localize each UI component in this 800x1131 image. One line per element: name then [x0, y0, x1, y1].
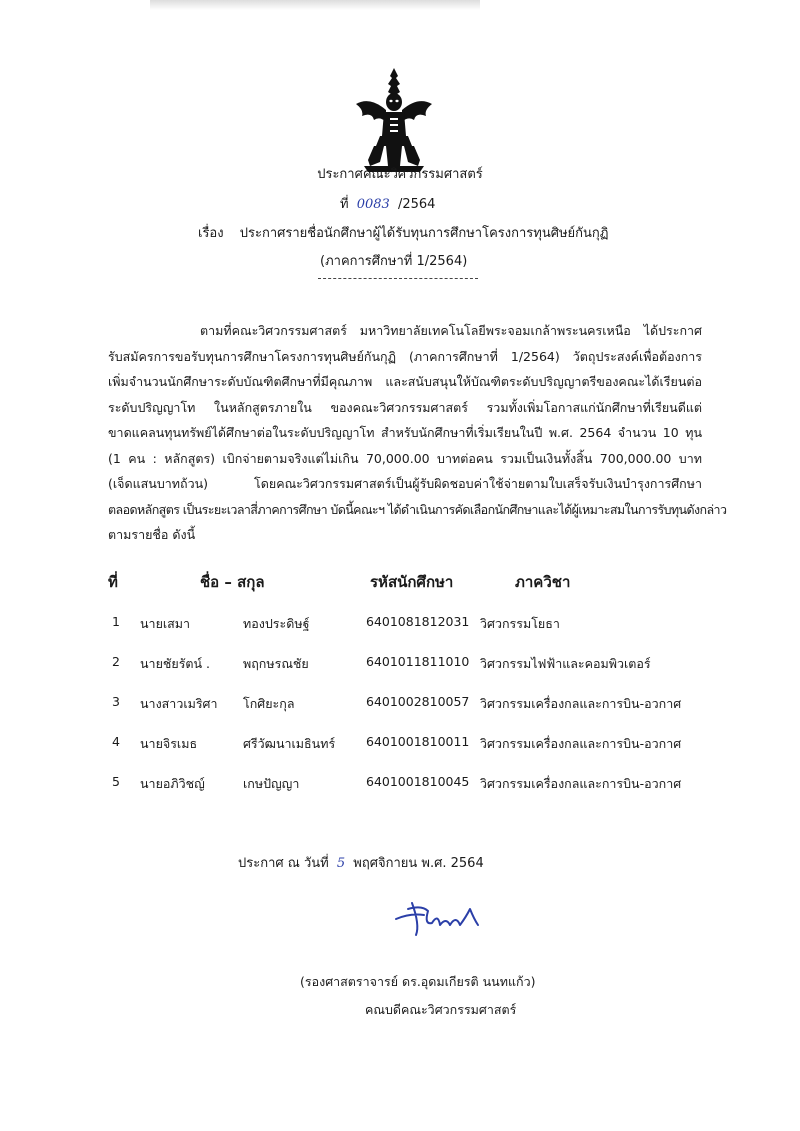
body-line: ตามรายชื่อ ดังนี้	[108, 527, 196, 542]
row-department: วิศวกรรมเครื่องกลและการบิน-อวกาศ	[480, 696, 682, 711]
row-department: วิศวกรรมเครื่องกลและการบิน-อวกาศ	[480, 736, 682, 751]
row-department: วิศวกรรมโยธา	[480, 616, 560, 631]
row-last-name: โกศิยะกุล	[243, 696, 295, 711]
table-header	[0, 570, 800, 594]
date-prefix: ประกาศ ณ วันที่	[238, 856, 329, 871]
header-name: ชื่อ – สกุล	[200, 573, 265, 591]
body-line: ตลอดหลักสูตร เป็นระยะเวลาสี่ภาคการศึกษา บัดนี้คณะฯ ได้ดำเนินการคัดเลือกนักศึกษาและได้ผู้เหมาะสมในการรับทุนดังกล่าว	[108, 501, 727, 517]
header-student-id: รหัสนักศึกษา	[370, 573, 454, 591]
subject-text: ประกาศรายชื่อนักศึกษาผู้ได้รับทุนการศึกษาโครงการทุนศิษย์กันกุฏิ	[239, 226, 609, 241]
row-student-id: 6401081812031	[366, 614, 470, 629]
header-department: ภาควิชา	[515, 573, 571, 591]
row-no: 1	[112, 614, 120, 629]
subject-label: เรื่อง	[198, 226, 224, 241]
row-last-name: ทองประดิษฐ์	[243, 616, 310, 631]
divider	[318, 278, 478, 279]
body-line: เพิ่มจำนวนนักศึกษาระดับบัณฑิตศึกษาที่มีคุณภาพ และสนับสนุนให้บัณฑิตระดับปริญญาตรีของคณะได้เรียนต่อ	[108, 374, 702, 389]
row-department: วิศวกรรมเครื่องกลและการบิน-อวกาศ	[480, 776, 682, 791]
announcement-issuer: ประกาศคณะวิศวกรรมศาสตร์	[317, 167, 483, 182]
row-department: วิศวกรรมไฟฟ้าและคอมพิวเตอร์	[480, 656, 651, 671]
body-line: รับสมัครการขอรับทุนการศึกษาโครงการทุนศิษย์กันกุฏิ (ภาคการศึกษาที่ 1/2564) วัตถุประสงค์เพื่อต้องการ	[108, 348, 702, 364]
date-day-handwritten: 5	[336, 856, 346, 871]
row-no: 2	[112, 654, 120, 669]
row-student-id: 6401001810045	[366, 774, 470, 789]
row-student-id: 6401001810011	[366, 734, 470, 749]
subject-line	[198, 222, 609, 243]
row-last-name: ศรีวัฒนาเมธินทร์	[243, 736, 336, 751]
reference-number	[340, 193, 435, 214]
body-line: ตามที่คณะวิศวกรรมศาสตร์ มหาวิทยาลัยเทคโนโลยีพระจอมเกล้าพระนครเหนือ ได้ประกาศ	[200, 323, 702, 338]
header-no: ที่	[108, 573, 118, 591]
row-first-name: นายเสมา	[140, 616, 191, 631]
row-first-name: นางสาวเมริศา	[140, 696, 218, 711]
date-rest: พฤศจิกายน พ.ศ. 2564	[353, 856, 484, 871]
signer-position: คณบดีคณะวิศวกรรมศาสตร์	[365, 1002, 517, 1017]
garuda-emblem-icon	[350, 66, 438, 174]
scan-artifact	[150, 0, 480, 10]
table-row	[0, 774, 800, 794]
reference-prefix: ที่	[340, 197, 349, 212]
row-no: 4	[112, 734, 120, 749]
row-student-id: 6401011811010	[366, 654, 470, 669]
signer-name: (รองศาสตราจารย์ ดร.อุดมเกียรติ นนทแก้ว)	[300, 974, 536, 989]
semester-line: (ภาคการศึกษาที่ 1/2564)	[320, 254, 468, 269]
announcement-date	[238, 852, 484, 873]
handwritten-signature	[390, 895, 485, 940]
row-last-name: พฤกษรณชัย	[243, 656, 309, 671]
row-first-name: นายชัยรัตน์ .	[140, 656, 211, 671]
table-row	[0, 694, 800, 714]
body-line: ขาดแคลนทุนทรัพย์ได้ศึกษาต่อในระดับปริญญาโท สำหรับนักศึกษาที่เริ่มเรียนในปี พ.ศ. 2564 จำนวน 10 ทุน	[108, 425, 702, 440]
row-last-name: เกษปัญญา	[243, 776, 300, 791]
table-row	[0, 734, 800, 754]
reference-handwritten-number: 0083	[356, 197, 390, 212]
row-no: 3	[112, 694, 120, 709]
body-paragraph	[108, 318, 727, 548]
table-row	[0, 614, 800, 634]
body-line: (เจ็ดแสนบาทถ้วน) โดยคณะวิศวกรรมศาสตร์เป็นผู้รับผิดชอบค่าใช้จ่ายตามใบเสร็จรับเงินบำรุงการศึกษา	[108, 476, 702, 491]
row-no: 5	[112, 774, 120, 789]
reference-year: /2564	[397, 197, 436, 212]
body-line: ระดับปริญญาโท ในหลักสูตรภายใน ของคณะวิศวกรรมศาสตร์ รวมทั้งเพิ่มโอกาสแก่นักศึกษาที่เรียนดีแต่	[108, 399, 702, 415]
body-line: (1 คน : หลักสูตร) เบิกจ่ายตามจริงแต่ไม่เกิน 70,000.00 บาทต่อคน รวมเป็นเงินทั้งสิ้น 700,000.00 บาท	[108, 450, 702, 466]
row-first-name: นายอภิวิชญ์	[140, 776, 205, 791]
table-row	[0, 654, 800, 674]
row-first-name: นายจิรเมธ	[140, 736, 198, 751]
row-student-id: 6401002810057	[366, 694, 470, 709]
